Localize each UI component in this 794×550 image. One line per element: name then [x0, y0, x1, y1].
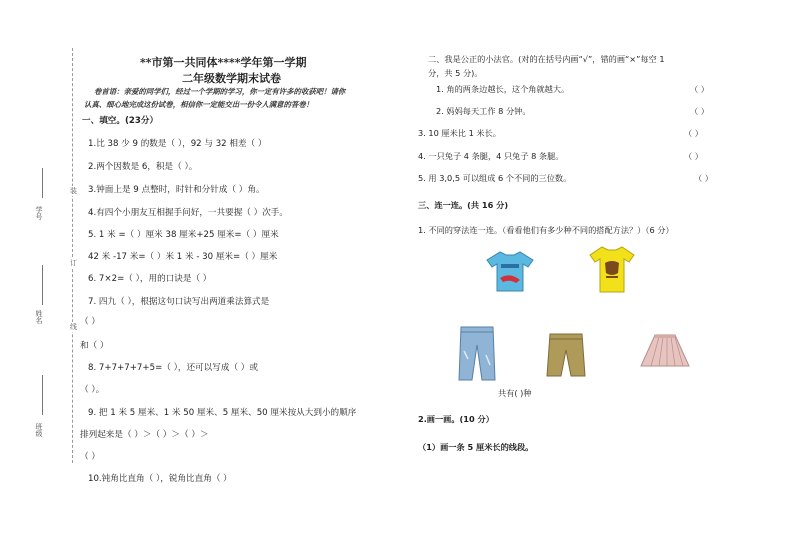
- student-name-label: 姓名: [35, 310, 43, 324]
- student-id-field[interactable]: [42, 168, 43, 198]
- judge-q4-blank[interactable]: （ ）: [684, 151, 703, 161]
- exam-title-line2: 二年级数学期末试卷: [182, 72, 281, 85]
- judge-q3-blank[interactable]: （ ）: [684, 128, 703, 138]
- fill-q9-last: （ ）: [80, 452, 100, 462]
- yellow-tshirt-icon[interactable]: [589, 245, 635, 293]
- judge-q4: 4. 一只兔子 4 条腿，4 只兔子 8 条腿。: [418, 151, 564, 161]
- fill-q7-blank2: 和（ ）: [80, 341, 109, 351]
- skirt-icon[interactable]: [640, 333, 690, 367]
- fill-q2: 2.两个因数是 6，积是（ ）。: [88, 162, 198, 172]
- fill-q1: 1.比 38 少 9 的数是（ ），92 与 32 相差（ ）: [88, 139, 267, 149]
- cut-mark-3: 线: [70, 323, 77, 331]
- exam-title-line1: **市第一共同体****学年第一学期: [140, 56, 307, 69]
- preface-line2: 认真、细心地完成这份试卷，相信你一定能交出一份令人满意的答卷！: [84, 100, 314, 109]
- preface-line1: 卷首语：亲爱的同学们，经过一个学期的学习，你一定有许多的收获吧！请你: [94, 87, 346, 96]
- fill-q7-blank1: （ ）: [80, 317, 100, 327]
- fill-q9-order: 排列起来是（ ）＞（ ）＞（ ）＞: [80, 430, 209, 440]
- fill-q8: 8. 7+7+7+7+5=（ ），还可以写成（ ）或: [88, 363, 258, 373]
- draw-question-1: （1）画一条 5 厘米长的线段。: [418, 442, 534, 452]
- fill-q5b: 42 米 -17 米=（ ）米 1 米 - 30 厘米=（ ）厘米: [88, 252, 278, 262]
- class-label: 班级: [35, 423, 43, 437]
- section1-heading: 一、填空。(23分）: [82, 116, 159, 126]
- judge-q2-blank[interactable]: （ ）: [690, 106, 709, 116]
- combination-answer[interactable]: 共有( )种: [498, 388, 532, 398]
- fill-q5a: 5. 1 米 =（ ）厘米 38 厘米+25 厘米=（ ）厘米: [88, 230, 279, 240]
- section2-heading-cont: 分，共 5 分)。: [428, 68, 483, 78]
- fill-q7: 7. 四九（ ），根据这句口诀写出两道乘法算式是: [88, 297, 270, 307]
- student-id-label: 学号: [35, 206, 43, 220]
- binding-line: [72, 48, 73, 463]
- section2-heading: 二、我是公正的小法官。(对的在括号内画“√”，错的画“×”每空 1: [428, 54, 665, 64]
- section3-heading: 三、连一连。(共 16 分): [418, 200, 509, 210]
- fill-q6: 6. 7×2=（ ），用的口诀是（ ）: [88, 274, 212, 284]
- draw-question: 2.画一画。(10 分）: [418, 414, 494, 424]
- fill-q10: 10.钝角比直角（ ），锐角比直角（ ）: [88, 474, 232, 484]
- fill-q3: 3.钟面上是 9 点整时，时针和分针成（ ）角。: [88, 185, 265, 195]
- judge-q1: 1. 角的两条边越长，这个角就越大。: [436, 84, 570, 94]
- cut-mark-1: 装: [70, 187, 77, 195]
- blue-tshirt-icon[interactable]: [486, 250, 534, 292]
- match-question: 1. 不同的穿法连一连。（看看他们有多少种不同的搭配方法？）（6 分）: [418, 225, 674, 235]
- judge-q3: 3. 10 厘米比 1 米长。: [418, 128, 501, 138]
- fill-q9: 9. 把 1 米 5 厘米、1 米 50 厘米、5 厘米、50 厘米按从大到小的顺序: [88, 408, 357, 418]
- judge-q5: 5. 用 3,0,5 可以组成 6 个不同的三位数。: [418, 173, 572, 183]
- cut-mark-2: 订: [70, 259, 77, 267]
- judge-q5-blank[interactable]: （ ）: [694, 173, 713, 183]
- fill-q4: 4.有四个小朋友互相握手问好，一共要握（ ）次手。: [88, 208, 288, 218]
- student-name-field[interactable]: [42, 265, 43, 305]
- khaki-shorts-icon[interactable]: [546, 332, 586, 378]
- judge-q2: 2. 妈妈每天工作 8 分钟。: [436, 106, 531, 116]
- fill-q8-blank: （ ）。: [80, 385, 105, 395]
- judge-q1-blank[interactable]: （ ）: [690, 84, 709, 94]
- class-field[interactable]: [42, 375, 43, 415]
- jeans-icon[interactable]: [458, 325, 496, 381]
